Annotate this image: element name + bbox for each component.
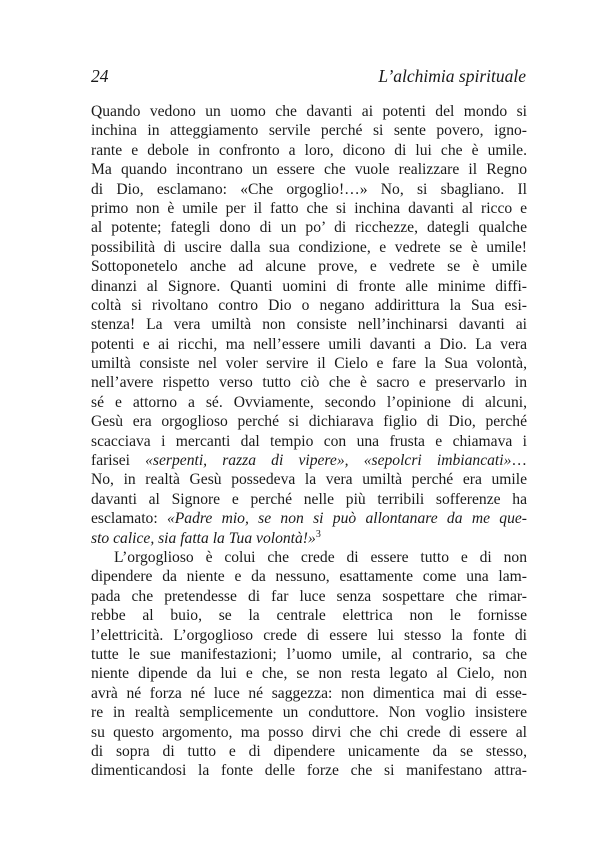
text-run: niente dipende da lui e che, se non resta legato al Cielo, non [91,665,527,683]
text-line [91,645,527,664]
quoted-text: «Padre mio, se non si può allontanare da me que- [166,510,527,528]
text-line [91,703,527,722]
text-line [91,626,527,645]
page-number: 24 [91,66,109,86]
text-line [91,723,527,742]
paragraph [91,548,527,781]
text-run: esclamato: [91,510,167,528]
text-line [91,529,527,548]
text-run: L’orgoglioso è colui che crede di essere tutto e di non [114,548,527,566]
footnote-marker: 3 [315,528,321,540]
text-line [91,354,527,373]
text-line [91,606,527,625]
text-line [91,664,527,683]
text-line [91,121,527,140]
text-line [91,393,527,412]
text-run: umiltà consiste nel voler servire il Cielo e fare la Sua volontà, [91,355,527,373]
text-run: coltà si rivoltano contro Dio o negano addirittura la Sua esi- [91,296,527,314]
text-run: pada che pretendesse di far luce senza sospettare che rimar- [91,587,527,605]
body-text [91,102,527,781]
text-run: dinanzi al Signore. Quanti uomini di fronte alle minime diffi- [91,277,527,295]
text-run: dipendere da niente e da nessuno, esattamente come una lam- [91,568,527,586]
text-run: re in realtà semplicemente un conduttore. Non voglio insistere [91,704,527,722]
text-line [91,451,527,470]
text-line [91,102,527,121]
text-run: No, in realtà Gesù possedeva la vera umiltà perché era umile [91,471,527,489]
text-run: di sopra di tutto e di dipendere unicamente da se stesso, [91,742,527,760]
text-run: stenza! La vera umiltà non consiste nell’inchinarsi davanti ai [91,316,527,334]
text-run: su questo argomento, ma posso dirvi che chi crede di essere al [91,723,527,741]
text-line [91,490,527,509]
text-run: primo non è umile per il fatto che si inchina davanti al ricco e [91,199,527,217]
text-run: rebbe al buio, se la centrale elettrica non le fornisse [91,607,527,625]
text-line [91,567,527,586]
text-line [91,432,527,451]
text-line [91,335,527,354]
text-run: Ma quando incontrano un essere che vuole realizzare il Regno [91,161,527,179]
text-line [91,160,527,179]
text-line [91,684,527,703]
text-run: possibilità di uscire dalla sua condizione, e vedrete se è umile! [91,238,527,256]
text-run: inchina in atteggiamento servile perché si sente povero, igno- [91,122,527,140]
text-run: Quando vedono un uomo che davanti ai potenti del mondo si [91,103,527,120]
text-line [91,412,527,431]
text-line [91,180,527,199]
text-line [91,587,527,606]
text-run: l’elettricità. L’orgoglioso crede di essere lui stesso la fonte di [91,626,527,644]
text-line [91,470,527,489]
text-line [91,238,527,257]
text-run: rante e debole in confronto a loro, dicono di lui che è umile. [91,141,527,159]
text-line [91,373,527,392]
text-run: Gesù era orgoglioso perché si dichiarava figlio di Dio, perché [91,413,527,431]
quoted-text: sto calice, sia fatta la Tua volontà!» [91,529,316,547]
text-line [91,277,527,296]
text-line [91,257,527,276]
text-run: di Dio, esclamano: «Che orgoglio!…» No, si sbagliano. Il [91,180,527,198]
text-run: avrà né forza né luce né saggezza: non dimentica mai di esse- [91,684,527,702]
text-line [91,742,527,761]
text-run: al potente; fategli dono di un po’ di ricchezze, dategli qualche [91,219,527,237]
text-run: dimenticandosi la fonte delle forze che si manifestano attra- [91,762,527,780]
text-line [91,141,527,160]
running-title: L’alchimia spirituale [378,66,526,86]
text-line [91,296,527,315]
text-run: sé e attorno a sé. Ovviamente, secondo l’opinione di alcuni, [91,393,527,411]
text-run: farisei [91,452,146,470]
text-line [91,199,527,218]
text-run: … [511,452,527,470]
text-line [91,761,527,780]
text-run: nell’avere rispetto verso tutto ciò che è sacro e preservarlo in [91,374,527,392]
text-line [91,218,527,237]
text-run: tutte le sue manifestazioni; l’uomo umile, al contrario, sa che [91,645,527,663]
text-line [91,315,527,334]
text-run: potenti e ai ricchi, ma nell’essere umili davanti a Dio. La vera [91,335,527,353]
paragraph [91,102,527,548]
text-line [91,509,527,528]
text-run: Sottoponetelo anche ad alcune prove, e vedrete se è umile [91,258,527,276]
quoted-text: «serpenti, razza di vipere», «sepolcri imbiancati» [145,452,512,470]
text-run: davanti al Signore e perché nelle più terribili sofferenze ha [91,490,527,508]
running-header [91,64,526,88]
text-line [91,548,527,567]
text-run: scacciava i mercanti dal tempio con una frusta e chiamava i [91,432,527,450]
